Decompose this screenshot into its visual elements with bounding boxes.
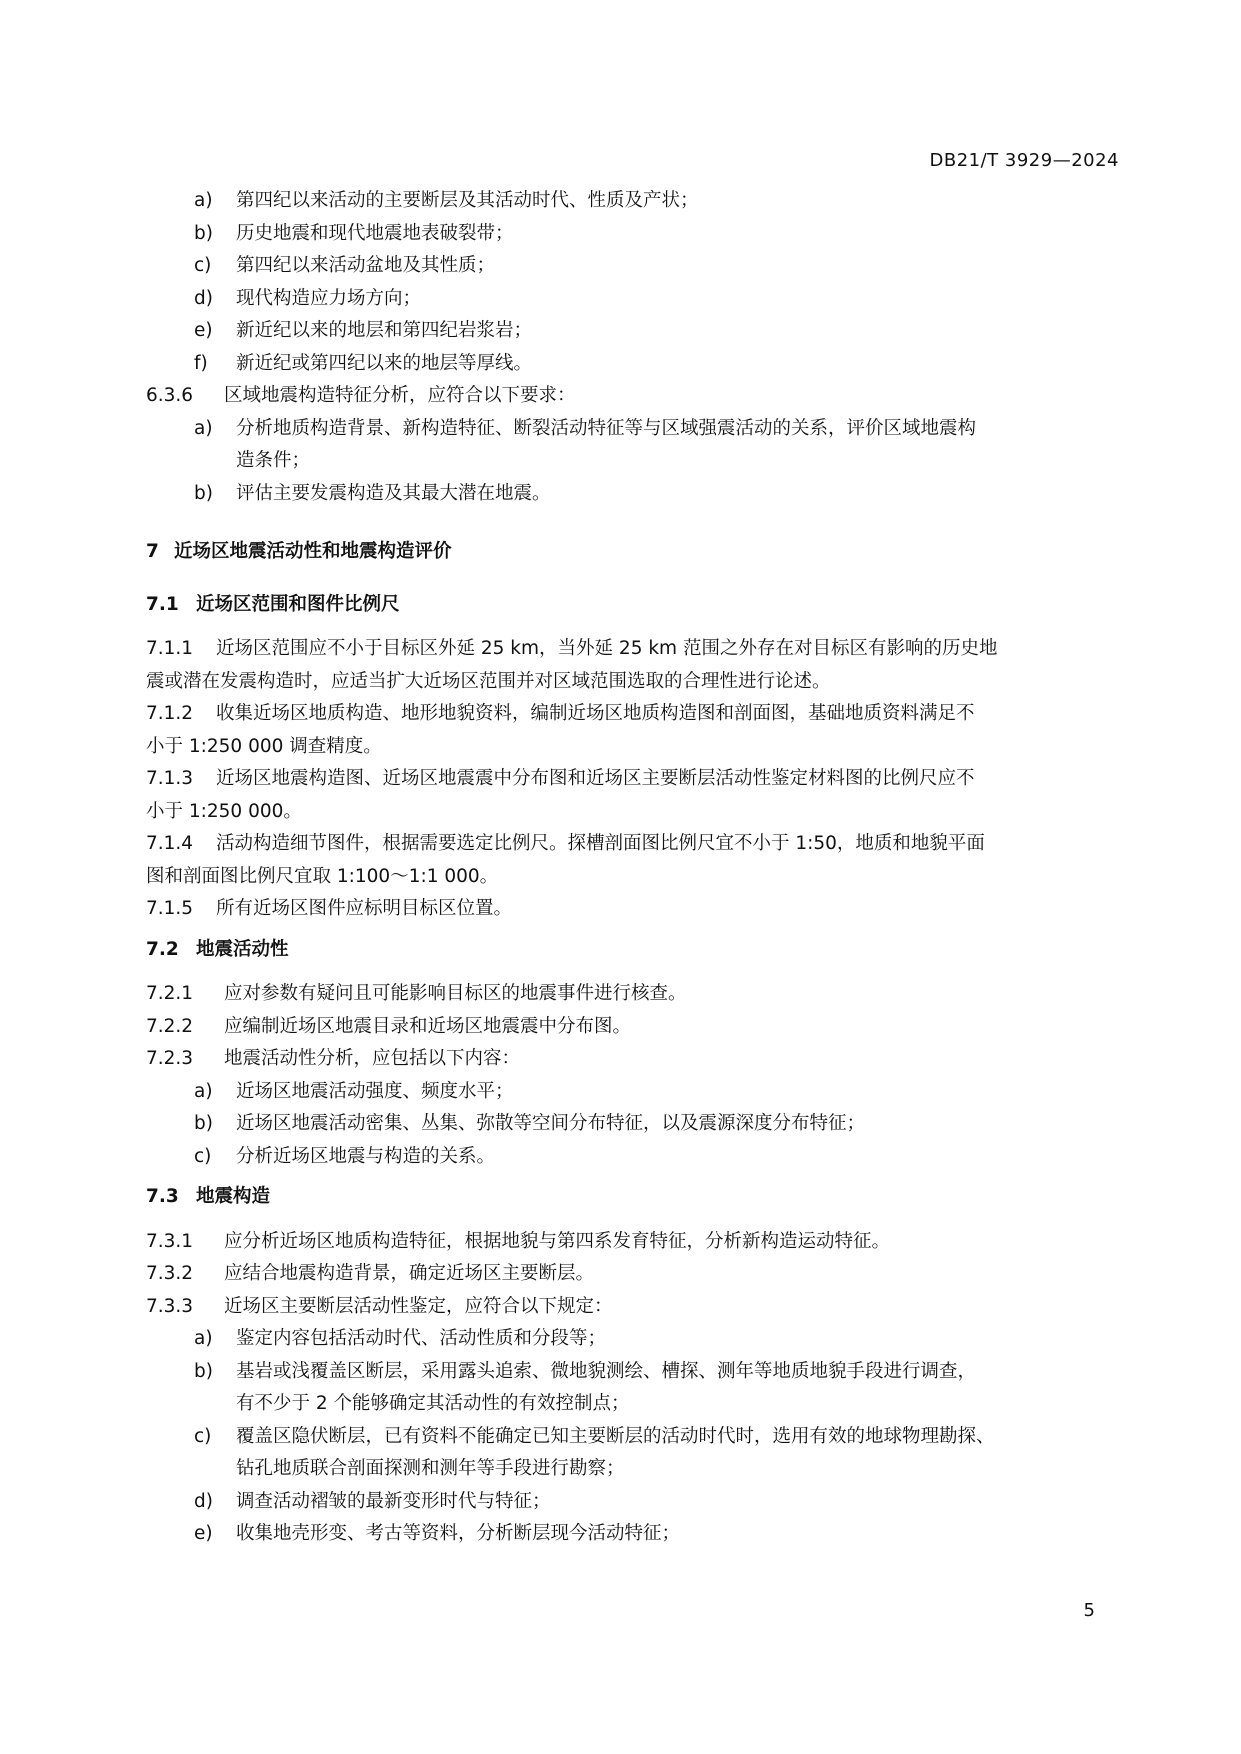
- clause-number: 7.3.2: [146, 1263, 194, 1284]
- item-text: 基岩或浅覆盖区断层，采用露头追索、微地貌测绘、槽探、测年等地质地貌手段进行调查，: [236, 1360, 977, 1382]
- clause-7-3-1: [146, 1226, 1120, 1259]
- clause-7-3-3: [146, 1291, 1120, 1324]
- section-title: 近场区范围和图件比例尺: [196, 593, 400, 615]
- clause-7-1-1: [146, 633, 1120, 666]
- clause-7-3-2: [146, 1258, 1120, 1291]
- page-number: 5: [1083, 1600, 1095, 1621]
- item-text: 近场区地震活动强度、频度水平；: [236, 1080, 514, 1102]
- section-number: 7.1: [146, 593, 179, 615]
- item-continuation: 有不少于 2 个能够确定其活动性的有效控制点；: [236, 1393, 630, 1414]
- section-number: 7: [146, 541, 159, 562]
- item-text: 现代构造应力场方向；: [236, 287, 422, 309]
- item-mark: a): [194, 1080, 213, 1102]
- clause-continuation: 小于 1:250 000 调查精度。: [146, 735, 382, 757]
- clause-text: 区域地震构造特征分析，应符合以下要求：: [224, 385, 576, 406]
- list-item: [146, 478, 1120, 511]
- section-number: 7.3: [146, 1186, 179, 1207]
- list-item: [146, 283, 1120, 316]
- list-item: [146, 1141, 1120, 1174]
- clause-number: 7.3.1: [146, 1230, 194, 1252]
- section-7-2-heading: [146, 934, 1120, 967]
- item-text: 历史地震和现代地震地表破裂带；: [236, 222, 514, 244]
- clause-text: 所有近场区图件应标明目标区位置。: [216, 898, 513, 919]
- list-item: [146, 1108, 1120, 1141]
- item-mark: a): [194, 190, 213, 211]
- clause-number: 7.1.3: [146, 768, 194, 789]
- clause-6-3-6: [146, 380, 1120, 413]
- clause-number: 7.1.5: [146, 898, 194, 919]
- list-item: [146, 413, 1120, 446]
- list-item: [146, 1518, 1120, 1551]
- item-text: 新近纪以来的地层和第四纪岩浆岩；: [236, 320, 533, 341]
- item-mark: a): [194, 417, 213, 439]
- item-text: 覆盖区隐伏断层，已有资料不能确定已知主要断层的活动时代时，选用有效的地球物理勘探、: [236, 1425, 995, 1447]
- clause-number: 7.3.3: [146, 1295, 194, 1317]
- item-text: 收集地壳形变、考古等资料，分析断层现今活动特征；: [236, 1523, 681, 1544]
- item-text: 鉴定内容包括活动时代、活动性质和分段等；: [236, 1328, 607, 1349]
- clause-text: 应编制近场区地震目录和近场区地震震中分布图。: [224, 1015, 632, 1037]
- list-item: [146, 218, 1120, 251]
- item-text: 第四纪以来活动盆地及其性质；: [236, 255, 496, 276]
- list-item: [146, 250, 1120, 283]
- item-text: 第四纪以来活动的主要断层及其活动时代、性质及产状；: [236, 190, 699, 211]
- item-mark: d): [194, 1490, 213, 1512]
- item-mark: d): [194, 287, 213, 309]
- item-mark: a): [194, 1328, 213, 1349]
- list-item: [146, 1076, 1120, 1109]
- clause-text: 地震活动性分析，应包括以下内容：: [224, 1048, 521, 1069]
- list-item: [146, 1486, 1120, 1519]
- section-7-1-heading: [146, 589, 1120, 622]
- clause-continuation: 图和剖面图比例尺宜取 1:100～1:1 000。: [146, 865, 499, 887]
- section-title: 地震活动性: [196, 938, 289, 960]
- clause-number: 7.2.3: [146, 1048, 194, 1069]
- clause-number: 7.1.1: [146, 638, 194, 659]
- section-title: 近场区地震活动性和地震构造评价: [174, 541, 452, 562]
- clause-text: 应对参数有疑问且可能影响目标区的地震事件进行核查。: [224, 983, 687, 1004]
- item-continuation: 造条件；: [236, 450, 311, 471]
- clause-number: 7.2.2: [146, 1015, 194, 1037]
- list-item: [146, 1323, 1120, 1356]
- clause-7-1-3: [146, 763, 1120, 796]
- clause-text: 近场区范围应不小于目标区外延 25 km，当外延 25 km 范围之外存在对目标区有影响的历史地: [216, 638, 998, 659]
- clause-number: 6.3.6: [146, 385, 194, 406]
- document-code-header: DB21/T 3929—2024: [929, 150, 1119, 171]
- item-mark: c): [194, 1145, 212, 1167]
- item-mark: e): [194, 1523, 213, 1544]
- clause-text: 收集近场区地质构造、地形地貌资料，编制近场区地质构造图和剖面图，基础地质资料满足不: [216, 703, 975, 724]
- page-content: [146, 185, 1120, 1551]
- item-text: 分析地质构造背景、新构造特征、断裂活动特征等与区域强震活动的关系，评价区域地震构: [236, 417, 977, 439]
- item-mark: b): [194, 1113, 213, 1134]
- list-item: [146, 315, 1120, 348]
- clause-text: 近场区地震构造图、近场区地震震中分布图和近场区主要断层活动性鉴定材料图的比例尺应不: [216, 768, 975, 789]
- section-7-heading: [146, 536, 1120, 569]
- item-continuation: 钻孔地质联合剖面探测和测年等手段进行勘察；: [236, 1458, 625, 1479]
- item-mark: c): [194, 1425, 212, 1447]
- item-text: 近场区地震活动密集、丛集、弥散等空间分布特征，以及震源深度分布特征；: [236, 1113, 866, 1134]
- clause-text: 活动构造细节图件，根据需要选定比例尺。探槽剖面图比例尺宜不小于 1:50，地质和地貌平面: [216, 833, 985, 854]
- clause-7-2-1: [146, 978, 1120, 1011]
- section-title: 地震构造: [196, 1186, 271, 1207]
- item-mark: b): [194, 1360, 213, 1382]
- clause-number: 7.1.4: [146, 833, 194, 854]
- clause-text: 应结合地震构造背景，确定近场区主要断层。: [224, 1263, 595, 1284]
- clause-number: 7.1.2: [146, 703, 194, 724]
- clause-7-1-5: [146, 893, 1120, 926]
- item-text: 评估主要发震构造及其最大潜在地震。: [236, 482, 551, 504]
- clause-text: 近场区主要断层活动性鉴定，应符合以下规定：: [224, 1295, 613, 1317]
- item-mark: e): [194, 320, 213, 341]
- section-number: 7.2: [146, 938, 179, 960]
- item-mark: f): [194, 352, 208, 374]
- list-item: [146, 1421, 1120, 1454]
- list-item: [146, 348, 1120, 381]
- clause-continuation: 小于 1:250 000。: [146, 800, 302, 822]
- clause-7-1-2: [146, 698, 1120, 731]
- clause-7-2-2: [146, 1011, 1120, 1044]
- item-text: 调查活动褶皱的最新变形时代与特征；: [236, 1490, 551, 1512]
- list-item: [146, 185, 1120, 218]
- clause-7-1-4: [146, 828, 1120, 861]
- item-mark: b): [194, 222, 213, 244]
- section-7-3-heading: [146, 1181, 1120, 1214]
- item-mark: b): [194, 482, 213, 504]
- clause-continuation: 震或潜在发震构造时，应适当扩大近场区范围并对区域范围选取的合理性进行论述。: [146, 670, 831, 692]
- clause-number: 7.2.1: [146, 983, 194, 1004]
- clause-text: 应分析近场区地质构造特征，根据地貌与第四系发育特征，分析新构造运动特征。: [224, 1230, 891, 1252]
- list-item: [146, 1356, 1120, 1389]
- item-text: 分析近场区地震与构造的关系。: [236, 1145, 496, 1167]
- item-mark: c): [194, 255, 212, 276]
- clause-7-2-3: [146, 1043, 1120, 1076]
- item-text: 新近纪或第四纪以来的地层等厚线。: [236, 352, 533, 374]
